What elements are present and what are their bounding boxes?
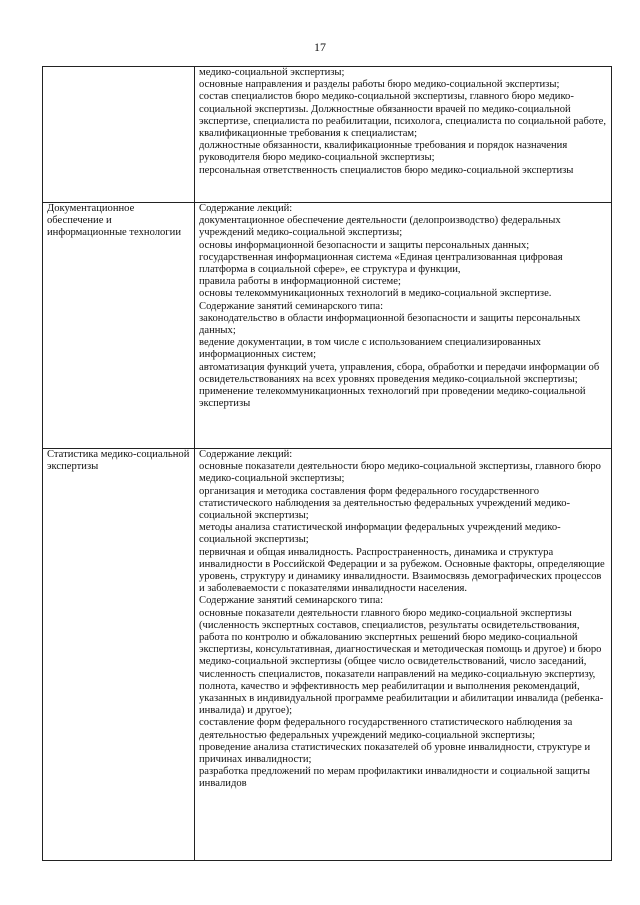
page-number: 17 — [314, 40, 326, 54]
content-item: медико-социальной экспертизы; — [199, 67, 345, 78]
content-item: ведение документации, в том числе с использованием специализированных информационных систем; — [199, 337, 541, 361]
content-item: разработка предложений по мерам профилактики инвалидности и социальной защиты инвалидов — [199, 766, 590, 790]
content-item: законодательство в области информационной безопасности и защиты персональных данных; — [199, 312, 581, 337]
content-item: Содержание лекций: — [199, 449, 293, 460]
content-item: основные показатели деятельности бюро медико-социальной экспертизы, главного бюро медико-социальной экспертизы; — [199, 461, 601, 485]
content-item: основные показатели деятельности главного бюро медико-социальной экспертизы (численность экспертных составов, специалистов, результаты освидетельствования, работа по контролю и обжалованию экспертных решений бюро медико-социальной экспертизы, консультативная, диагностическая и методическая помощь и другое) и бюро медико-социальной экспертизы (общее число освидетельствований, число заседаний, численность специалистов, показатели направлений на медико-социальную экспертизу, полнота, качество и эффективность мер реабилитации и выполнения рекомендаций, указанных в индивидуальной программе реабилитации и абилитации инвалида (ребенка-инвалида) и другое); — [199, 607, 604, 717]
content-item: основы телекоммуникационных технологий в медико-социальной экспертизе. — [199, 288, 552, 300]
content-item: автоматизация функций учета, управления, сбора, обработки и передачи информации об освидетельствованиях на всех уровнях проведения медико-социальной экспертизы; — [199, 361, 600, 385]
content-item: должностные обязанности, квалификационные требования и порядок назначения руководителя бюро медико-социальной экспертизы; — [199, 140, 568, 164]
content-item: документационное обеспечение деятельности (делопроизводство) федеральных учреждений медико-социальной экспертизы; — [199, 215, 561, 239]
content-item: правила работы в информационной системе; — [199, 276, 401, 288]
content-item: методы анализа статистической информации федеральных учреждений медико-социальной экспертизы; — [199, 522, 561, 546]
content-item: составление форм федерального государственного статистического наблюдения за деятельностью федеральных учреждений медико-социальной экспертизы; — [199, 717, 573, 741]
content-item: Содержание занятий семинарского типа: — [199, 595, 384, 607]
content-item: состав специалистов бюро медико-социальной экспертизы, главного бюро медико-социальной экспертизы. Должностные обязанности врачей по медико-социальной экспертизе, специалиста по реабилитации, психолога, специалиста по социальной работе, квалификационные требования к специалистам; — [199, 91, 607, 140]
curriculum-table — [42, 66, 612, 861]
discipline-cell: Статистика медико-социальной экспертизы — [43, 449, 195, 861]
table-row — [43, 67, 612, 203]
content-item: первичная и общая инвалидность. Распространенность, динамика и структура инвалидности в Российской Федерации и за рубежом. Основные факторы, определяющие уровень, структуру и динамику инвалидности. Взаимосвязь демографических процессов и заболеваемости с показателями инвалидности населения. — [199, 546, 605, 595]
discipline-cell — [43, 67, 195, 203]
content-item: проведение анализа статистических показателей об уровне инвалидности, структуре и причинах инвалидности; — [199, 741, 591, 766]
content-item: персональная ответственность специалистов бюро медико-социальной экспертизы — [199, 164, 574, 176]
content-cell — [195, 67, 612, 203]
content-item: Содержание занятий семинарского типа: — [199, 300, 384, 312]
content-item: применение телекоммуникационных технологий при проведении медико-социальной экспертизы — [199, 386, 586, 410]
content-cell — [195, 449, 612, 861]
table-row — [43, 203, 612, 449]
content-item: основные направления и разделы работы бюро медико-социальной экспертизы; — [199, 79, 560, 91]
table-row — [43, 449, 612, 861]
content-item: Содержание лекций: — [199, 203, 293, 214]
content-item: основы информационной безопасности и защиты персональных данных; — [199, 239, 530, 251]
content-item: государственная информационная система «Единая централизованная цифровая платформа в социальной сфере», ее структура и функции, — [199, 251, 563, 276]
discipline-cell: Документационное обеспечение и информационные технологии — [43, 203, 195, 449]
content-item: организация и методика составления форм федерального государственного статистического наблюдения за деятельностью федеральных учреждений медико-социальной экспертизы; — [199, 485, 571, 522]
content-cell — [195, 203, 612, 449]
